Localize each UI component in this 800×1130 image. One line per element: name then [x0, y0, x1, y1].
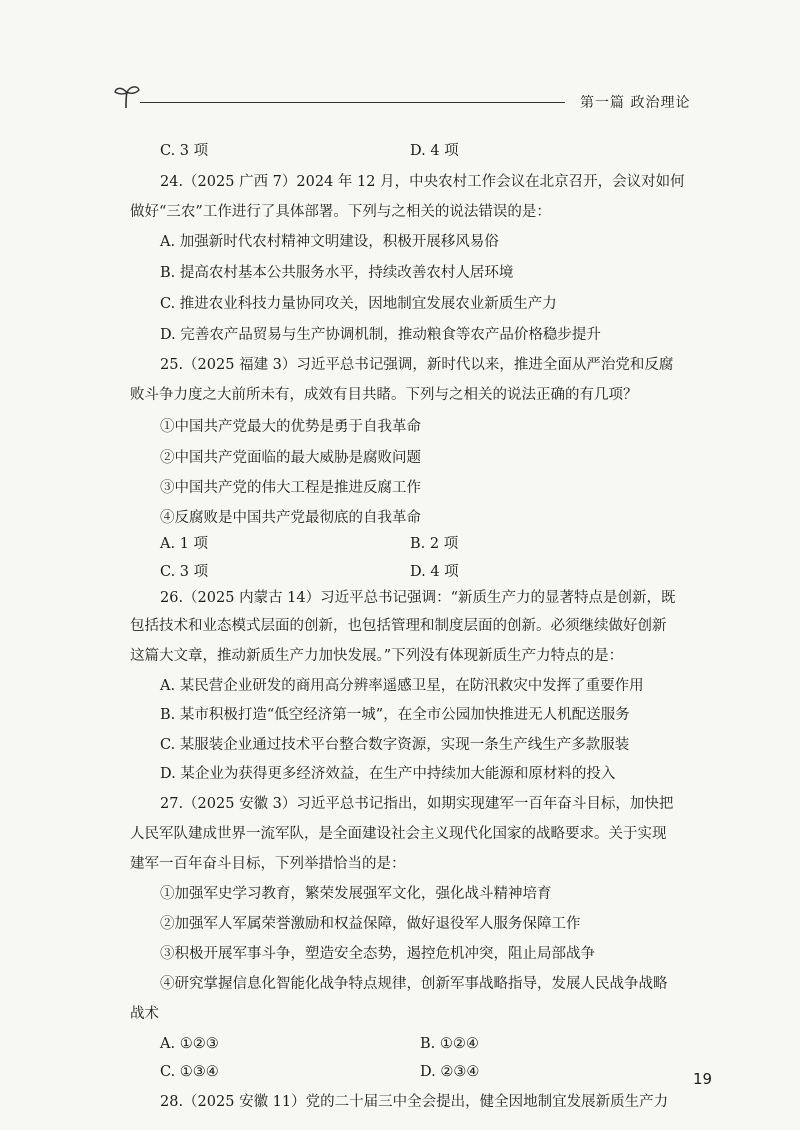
- q25-stem-line2: 败斗争力度之大前所未有，成效有目共睹。下列与之相关的说法正确的有几项？: [130, 387, 638, 403]
- q25-statement-2: ②中国共产党面临的最大威胁是腐败问题: [160, 450, 421, 466]
- q26-option-c: C. 某服装企业通过技术平台整合数字资源，实现一条生产线生产多款服装: [160, 737, 630, 753]
- q24-stem-line1: 24.（2025 广西 7）2024 年 12 月，中央农村工作会议在北京召开，会议对如何: [160, 174, 685, 190]
- q27-stem-line1: 27.（2025 安徽 3）习近平总书记指出，如期实现建军一百年奋斗目标，加快把: [160, 796, 674, 812]
- q26-stem-line3: 这篇大文章，推动新质生产力加快发展。”下列没有体现新质生产力特点的是：: [130, 648, 624, 664]
- q25-statement-4: ④反腐败是中国共产党最彻底的自我革命: [160, 510, 421, 526]
- page-number: 19: [693, 1070, 713, 1088]
- q27-statement-1: ①加强军史学习教育，繁荣发展强军文化，强化战斗精神培育: [160, 886, 552, 902]
- q24-option-c: C. 推进农业科技力量协同攻关，因地制宜发展农业新质生产力: [160, 296, 557, 312]
- section-title: 第一篇 政治理论: [580, 95, 691, 111]
- q28-stem-line1: 28.（2025 安徽 11）党的二十届三中全会提出，健全因地制宜发展新质生产力: [160, 1094, 669, 1110]
- q27-option-b: B. ①②④: [420, 1036, 479, 1052]
- q25-statement-1: ①中国共产党最大的优势是勇于自我革命: [160, 419, 421, 435]
- q26-option-b: B. 某市积极打造“低空经济第一城”，在全市公园加快推进无人机配送服务: [160, 707, 630, 723]
- q26-option-d: D. 某企业为获得更多经济效益，在生产中持续加大能源和原材料的投入: [160, 766, 616, 782]
- q27-option-a: A. ①②③: [160, 1036, 219, 1052]
- q27-statement-2: ②加强军人军属荣誉激励和权益保障，做好退役军人服务保障工作: [160, 916, 581, 932]
- q25-statement-3: ③中国共产党的伟大工程是推进反腐工作: [160, 480, 421, 496]
- q27-statement-4-cont: 战术: [130, 1006, 159, 1022]
- q27-option-d: D. ②③④: [420, 1064, 480, 1080]
- q25-stem-line1: 25.（2025 福建 3）习近平总书记强调，新时代以来，推进全面从严治党和反腐: [160, 357, 674, 373]
- sprout-icon: [112, 84, 142, 110]
- q25-option-a: A. 1 项: [160, 536, 209, 552]
- q27-stem-line3: 建军一百年奋斗目标，下列举措恰当的是：: [130, 856, 406, 872]
- q26-option-a: A. 某民营企业研发的商用高分辨率遥感卫星，在防汛救灾中发挥了重要作用: [160, 678, 644, 694]
- q23-option-d: D. 4 项: [410, 143, 459, 159]
- q27-option-c: C. ①③④: [160, 1064, 219, 1080]
- q25-option-c: C. 3 项: [160, 564, 209, 580]
- q23-option-c: C. 3 项: [160, 143, 209, 159]
- q27-statement-4: ④研究掌握信息化智能化战争特点规律，创新军事战略指导，发展人民战争战略: [160, 976, 668, 992]
- q24-stem-line2: 做好“三农”工作进行了具体部署。下列与之相关的说法错误的是：: [130, 204, 551, 220]
- q26-stem-line2: 包括技术和业态模式层面的创新，也包括管理和制度层面的创新。必须继续做好创新: [130, 618, 667, 634]
- q24-option-b: B. 提高农村基本公共服务水平，持续改善农村人居环境: [160, 265, 514, 281]
- q27-stem-line2: 人民军队建成世界一流军队，是全面建设社会主义现代化国家的战略要求。关于实现: [130, 826, 667, 842]
- q25-option-d: D. 4 项: [410, 564, 459, 580]
- q24-option-d: D. 完善农产品贸易与生产协调机制，推动粮食等农产品价格稳步提升: [160, 327, 601, 343]
- header-rule: [140, 102, 565, 103]
- q24-option-a: A. 加强新时代农村精神文明建设，积极开展移风易俗: [160, 234, 499, 250]
- q27-statement-3: ③积极开展军事斗争，塑造安全态势，遏控危机冲突，阻止局部战争: [160, 946, 595, 962]
- q26-stem-line1: 26.（2025 内蒙古 14）习近平总书记强调：“新质生产力的显著特点是创新，既: [160, 590, 676, 606]
- q25-option-b: B. 2 项: [410, 536, 459, 552]
